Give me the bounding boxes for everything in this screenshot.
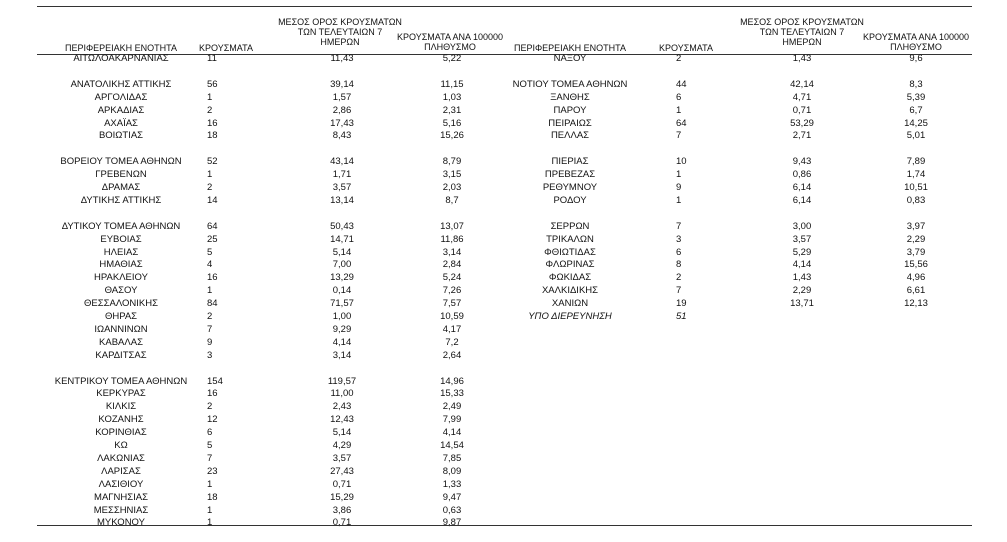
- left-header-rate-line1: ΚΡΟΥΣΜΑΤΑ ΑΝΑ 100000: [397, 32, 503, 42]
- table-cell-cases: 7: [676, 220, 682, 232]
- table-cell-name: ΚΟΖΑΝΗΣ: [98, 414, 144, 426]
- table-cell-name: ΑΙΤΩΛΟΑΚΑΡΝΑΝΙΑΣ: [73, 53, 169, 64]
- table-cell-cases: 6: [207, 427, 213, 439]
- table-cell-name: ΡΟΔΟΥ: [553, 194, 587, 206]
- table-cell-avg: [744, 311, 860, 324]
- table-cell-avg: 43,14: [330, 156, 354, 168]
- table-cell-rate: 6,7: [909, 104, 923, 116]
- table-cell-avg: 3,57: [332, 182, 352, 193]
- table-cell-avg: 13,14: [330, 194, 354, 206]
- table-cell-rate: 6,61: [906, 285, 926, 297]
- right-header-avg-line3: ΗΜΕΡΩΝ: [782, 37, 822, 47]
- table-cell-name: ΘΗΡΑΣ: [104, 311, 138, 322]
- table-cell-avg: 50,43: [330, 220, 354, 232]
- table-cell-rate: 8,09: [442, 465, 462, 477]
- table-cell-name: ΗΛΕΙΑΣ: [103, 246, 139, 258]
- table-cell-rate: 7,85: [442, 452, 462, 464]
- table-cell-avg: 0,14: [332, 285, 352, 297]
- table-cell-avg: 13,29: [330, 272, 354, 284]
- table-cell-cases: 7: [676, 130, 682, 142]
- table-cell-avg: 5,14: [332, 427, 352, 439]
- table-cell-rate: 4,17: [442, 323, 462, 335]
- table-cell-cases: 1: [207, 504, 213, 516]
- table-cell-cases: 2: [207, 401, 213, 413]
- left-header-avg-line2: ΤΩΝ ΤΕΛΕΥΤΑΙΩΝ 7: [297, 27, 383, 37]
- table-cell-name: ΗΡΑΚΛΕΙΟΥ: [94, 272, 148, 284]
- table-cell-rate: 1,74: [906, 169, 926, 181]
- table-cell-name: ΝΑΞΟΥ: [553, 53, 587, 64]
- table-cell-rate: 12,13: [904, 298, 928, 310]
- table-cell-avg: 1,71: [332, 169, 352, 181]
- table-cell-cases: 16: [207, 117, 218, 129]
- table-cell-cases: 16: [207, 388, 218, 400]
- table-cell-rate: 10,51: [904, 182, 928, 193]
- table-cell-name: ΛΑΣΙΘΙΟΥ: [98, 478, 144, 490]
- table-cell-cases: 1: [676, 104, 682, 116]
- table-cell-cases: 7: [676, 285, 682, 297]
- table-cell-name: ΚΕΝΤΡΙΚΟΥ ΤΟΜΕΑ ΑΘΗΝΩΝ: [54, 375, 188, 387]
- table-cell-name: ΑΝΑΤΟΛΙΚΗΣ ΑΤΤΙΚΗΣ: [70, 78, 172, 90]
- table-cell-rate: 0,63: [442, 504, 462, 516]
- table-cell-cases: 51: [676, 311, 687, 322]
- table-cell-rate: 4,96: [906, 272, 926, 284]
- table-cell-cases: 7: [207, 452, 213, 464]
- table-cell-cases: 6: [676, 246, 682, 258]
- table-cell-avg: 71,57: [330, 298, 354, 310]
- left-header-avg: [272, 17, 408, 47]
- table-cell-avg: 119,57: [327, 375, 357, 387]
- table-cell-cases: 1: [207, 169, 213, 181]
- table-cell-name: ΠΑΡΟΥ: [553, 104, 587, 116]
- table-cell-avg: 0,71: [332, 517, 352, 529]
- table-cell-avg: 4,29: [332, 440, 352, 451]
- table-cell-name: ΦΩΚΙΔΑΣ: [548, 272, 592, 284]
- left-header-rate-line2: ΠΛΗΘΥΣΜΟ: [424, 42, 476, 52]
- table-cell-rate: 15,26: [440, 130, 464, 142]
- table-cell-rate: 7,26: [442, 285, 462, 297]
- table-cell-name: ΦΘΙΩΤΙΔΑΣ: [544, 246, 596, 258]
- table-cell-name: ΥΠΟ ΔΙΕΡΕΥΝΗΣΗ: [528, 311, 612, 322]
- left-header-cases: ΚΡΟΥΣΜΑΤΑ: [199, 43, 253, 53]
- table-cell-rate: 11,86: [440, 233, 464, 245]
- table-cell-rate: 14,25: [904, 117, 928, 129]
- table-cell-name: ΜΕΣΣΗΝΙΑΣ: [93, 504, 149, 516]
- table-cell-name: ΔΥΤΙΚΟΥ ΤΟΜΕΑ ΑΘΗΝΩΝ: [61, 220, 181, 232]
- table-cell-cases: 19: [676, 298, 687, 310]
- table-cell-avg: 9,29: [332, 323, 352, 335]
- table-cell-name: ΧΑΝΙΩΝ: [551, 298, 589, 310]
- table-cell-cases: 1: [676, 169, 682, 181]
- table-cell-name: ΚΑΒΑΛΑΣ: [99, 336, 143, 348]
- table-cell-avg: 1,57: [332, 91, 352, 103]
- table-cell-rate: 7,89: [906, 156, 926, 168]
- table-cell-avg: 1,43: [792, 53, 812, 64]
- table-cell-rate: 2,84: [442, 259, 462, 271]
- table-cell-name: ΚΕΡΚΥΡΑΣ: [96, 388, 146, 400]
- table-cell-rate: 3,14: [442, 246, 462, 258]
- table-cell-avg: 8,43: [332, 130, 352, 142]
- table-cell-avg: 0,86: [792, 169, 812, 181]
- table-cell-avg: 53,29: [790, 117, 814, 129]
- right-header-rate-line1: ΚΡΟΥΣΜΑΤΑ ΑΝΑ 100000: [863, 32, 969, 42]
- table-cell-rate: 14,54: [440, 440, 464, 451]
- table-cell-name: ΔΡΑΜΑΣ: [101, 182, 141, 193]
- table-cell-cases: 12: [207, 414, 218, 426]
- right-header-avg-line1: ΜΕΣΟΣ ΟΡΟΣ ΚΡΟΥΣΜΑΤΩΝ: [740, 17, 864, 27]
- table-cell-avg: 15,29: [330, 491, 354, 503]
- table-cell-name: ΗΜΑΘΙΑΣ: [99, 259, 143, 271]
- table-cell-name: ΤΡΙΚΑΛΩΝ: [546, 233, 594, 245]
- table-cell-name: ΚΟΡΙΝΘΙΑΣ: [95, 427, 147, 439]
- table-cell-avg: 1,00: [332, 311, 352, 322]
- right-header-rate: [856, 32, 976, 52]
- table-cell-cases: 1: [207, 285, 213, 297]
- table-cell-cases: 9: [207, 336, 213, 348]
- table-cell-cases: 16: [207, 272, 218, 284]
- table-cell-cases: 4: [207, 259, 213, 271]
- table-cell-avg: 42,14: [790, 78, 814, 90]
- right-header-region: ΠΕΡΙΦΕΡΕΙΑΚΗ ΕΝΟΤΗΤΑ: [513, 43, 627, 53]
- table-cell-cases: 8: [676, 259, 682, 271]
- table-cell-name: ΞΑΝΘΗΣ: [550, 91, 590, 103]
- table-cell-name: ΙΩΑΝΝΙΝΩΝ: [94, 323, 148, 335]
- table-cell-avg: 4,71: [792, 91, 812, 103]
- table-cell-cases: 2: [207, 182, 213, 193]
- table-cell-rate: 8,7: [445, 194, 459, 206]
- table-cell-rate: 5,39: [906, 91, 926, 103]
- table-cell-avg: 0,71: [332, 478, 352, 490]
- table-cell-avg: 6,14: [792, 194, 812, 206]
- table-cell-name: ΜΥΚΟΝΟΥ: [97, 517, 145, 529]
- table-cell-avg: 0,71: [792, 104, 812, 116]
- table-cell-cases: 1: [207, 478, 213, 490]
- table-cell-cases: 84: [207, 298, 218, 310]
- table-cell-rate: 5,01: [906, 130, 926, 142]
- table-cell-avg: 11,43: [330, 53, 354, 64]
- table-cell-rate: 7,99: [442, 414, 462, 426]
- table-cell-name: ΦΛΩΡΙΝΑΣ: [545, 259, 595, 271]
- table-cell-name: ΒΟΡΕΙΟΥ ΤΟΜΕΑ ΑΘΗΝΩΝ: [60, 156, 182, 168]
- table-cell-cases: 1: [207, 91, 213, 103]
- table-cell-name: ΧΑΛΚΙΔΙΚΗΣ: [541, 285, 599, 297]
- table-cell-name: ΕΥΒΟΙΑΣ: [100, 233, 142, 245]
- table-cell-avg: 4,14: [792, 259, 812, 271]
- table-cell-cases: 64: [207, 220, 218, 232]
- table-cell-cases: 2: [676, 272, 682, 284]
- table-cell-avg: 2,86: [332, 104, 352, 116]
- table-cell-name: ΚΩ: [114, 440, 128, 451]
- table-cell-rate: 2,64: [442, 349, 462, 361]
- table-cell-rate: 5,24: [442, 272, 462, 284]
- left-header-avg-line1: ΜΕΣΟΣ ΟΡΟΣ ΚΡΟΥΣΜΑΤΩΝ: [278, 17, 402, 27]
- table-cell-name: ΜΑΓΝΗΣΙΑΣ: [94, 491, 148, 503]
- table-cell-cases: 3: [207, 349, 213, 361]
- table-cell-name: ΘΕΣΣΑΛΟΝΙΚΗΣ: [84, 298, 158, 310]
- table-cell-avg: 3,14: [332, 349, 352, 361]
- table-cell-cases: 7: [207, 323, 213, 335]
- table-cell-name: ΛΑΚΩΝΙΑΣ: [97, 452, 145, 464]
- left-header-rate: [394, 32, 506, 52]
- table-cell-avg: 3,57: [792, 233, 812, 245]
- table-cell-cases: 25: [207, 233, 218, 245]
- table-cell-name: ΡΕΘΥΜΝΟΥ: [542, 182, 598, 193]
- table-cell-rate: 3,15: [442, 169, 462, 181]
- table-cell-rate: 1,33: [442, 478, 462, 490]
- table-cell-rate: 13,07: [440, 220, 464, 232]
- table-cell-avg: 39,14: [330, 78, 354, 90]
- table-cell-cases: 5: [207, 440, 213, 451]
- table-cell-rate: 2,31: [442, 104, 462, 116]
- table-cell-name: ΠΡΕΒΕΖΑΣ: [544, 169, 596, 181]
- table-cell-name: ΠΕΛΛΑΣ: [550, 130, 590, 142]
- table-cell-name: ΘΑΣΟΥ: [104, 285, 138, 297]
- table-cell-name: ΣΕΡΡΩΝ: [550, 220, 590, 232]
- table-cell-rate: 15,33: [440, 388, 464, 400]
- table-cell-rate: 0,83: [906, 194, 926, 206]
- table-cell-avg: 1,43: [792, 272, 812, 284]
- table-cell-cases: 11: [207, 53, 217, 64]
- table-cell-rate: 2,29: [906, 233, 926, 245]
- table-cell-avg: 6,14: [792, 182, 812, 193]
- table-cell-avg: 3,57: [332, 452, 352, 464]
- table-cell-cases: 154: [207, 375, 223, 387]
- table-cell-avg: 2,29: [792, 285, 812, 297]
- table-cell-rate: 3,97: [906, 220, 926, 232]
- right-header-avg: [734, 17, 870, 47]
- table-cell-rate: 2,03: [442, 182, 462, 193]
- table-cell-name: ΑΧΑΪΑΣ: [104, 117, 138, 129]
- table-cell-avg: 7,00: [332, 259, 352, 271]
- bottom-rule: [37, 525, 972, 526]
- table-cell-rate: 5,16: [442, 117, 462, 129]
- table-cell-avg: 5,14: [332, 246, 352, 258]
- table-cell-cases: 6: [676, 91, 682, 103]
- table-cell-cases: 1: [207, 517, 213, 529]
- table-cell-rate: [862, 311, 970, 324]
- table-cell-name: ΝΟΤΙΟΥ ΤΟΜΕΑ ΑΘΗΝΩΝ: [512, 78, 628, 90]
- table-cell-cases: 3: [676, 233, 682, 245]
- table-cell-rate: 15,56: [904, 259, 928, 271]
- table-cell-cases: 64: [676, 117, 687, 129]
- table-cell-rate: 1,03: [442, 91, 462, 103]
- table-cell-cases: 14: [207, 194, 218, 206]
- table-cell-avg: 13,71: [790, 298, 814, 310]
- table-cell-avg: 12,43: [330, 414, 354, 426]
- table-cell-cases: 5: [207, 246, 213, 258]
- table-cell-avg: 4,14: [332, 336, 352, 348]
- left-header-region: ΠΕΡΙΦΕΡΕΙΑΚΗ ΕΝΟΤΗΤΑ: [64, 43, 178, 53]
- table-cell-avg: 17,43: [330, 117, 354, 129]
- table-cell-avg: 14,71: [330, 233, 354, 245]
- table-cell-rate: 11,15: [440, 78, 464, 90]
- table-cell-avg: 2,43: [332, 401, 352, 413]
- table-cell-rate: 7,57: [442, 298, 462, 310]
- table-cell-cases: 1: [676, 194, 682, 206]
- table-cell-cases: 9: [676, 182, 682, 193]
- table-cell-cases: 2: [676, 53, 682, 64]
- left-header-avg-line3: ΗΜΕΡΩΝ: [320, 37, 360, 47]
- table-cell-name: ΔΥΤΙΚΗΣ ΑΤΤΙΚΗΣ: [80, 194, 162, 206]
- table-cell-cases: 52: [207, 156, 218, 168]
- table-cell-cases: 44: [676, 78, 687, 90]
- table-cell-avg: 9,43: [792, 156, 812, 168]
- table-cell-rate: 4,14: [442, 427, 462, 439]
- table-cell-rate: 3,79: [906, 246, 926, 258]
- table-cell-avg: 11,00: [330, 388, 354, 400]
- table-cell-rate: 2,49: [442, 401, 462, 413]
- table-cell-rate: 9,87: [442, 517, 462, 529]
- table-cell-cases: 18: [207, 130, 218, 142]
- table-cell-name: ΒΟΙΩΤΙΑΣ: [98, 130, 144, 142]
- table-cell-rate: 8,3: [909, 78, 923, 90]
- table-cell-rate: 14,96: [440, 375, 464, 387]
- table-cell-avg: 5,29: [792, 246, 812, 258]
- table-cell-cases: 23: [207, 465, 218, 477]
- table-cell-rate: 7,2: [445, 336, 459, 348]
- table-cell-rate: 10,59: [440, 311, 464, 322]
- table-cell-name: ΑΡΓΟΛΙΔΑΣ: [94, 91, 148, 103]
- table-cell-rate: 8,79: [442, 156, 462, 168]
- table-cell-name: ΛΑΡΙΣΑΣ: [101, 465, 141, 477]
- table-cell-rate: 9,6: [909, 53, 923, 64]
- table-cell-cases: 18: [207, 491, 218, 503]
- table-cell-name: ΓΡΕΒΕΝΩΝ: [95, 169, 147, 181]
- table-cell-name: ΚΙΛΚΙΣ: [105, 401, 137, 413]
- right-header-cases: ΚΡΟΥΣΜΑΤΑ: [659, 43, 713, 53]
- right-header-avg-line2: ΤΩΝ ΤΕΛΕΥΤΑΙΩΝ 7: [759, 27, 845, 37]
- table-cell-name: ΚΑΡΔΙΤΣΑΣ: [95, 349, 147, 361]
- table-cell-name: ΑΡΚΑΔΙΑΣ: [97, 104, 145, 116]
- table-cell-avg: 2,71: [792, 130, 812, 142]
- top-rule: [37, 6, 972, 7]
- table-cell-avg: 3,86: [332, 504, 352, 516]
- table-cell-name: ΠΕΙΡΑΙΩΣ: [548, 117, 592, 129]
- table-cell-cases: 56: [207, 78, 218, 90]
- table-cell-name: ΠΙΕΡΙΑΣ: [551, 156, 589, 168]
- table-cell-avg: 3,00: [792, 220, 812, 232]
- table-cell-rate: 9,47: [442, 491, 462, 503]
- table-cell-avg: 27,43: [330, 465, 354, 477]
- table-cell-cases: 2: [207, 104, 213, 116]
- table-cell-rate: 5,22: [442, 53, 462, 64]
- table-cell-cases: 10: [676, 156, 687, 168]
- table-cell-cases: 2: [207, 311, 213, 322]
- right-header-rate-line2: ΠΛΗΘΥΣΜΟ: [890, 42, 942, 52]
